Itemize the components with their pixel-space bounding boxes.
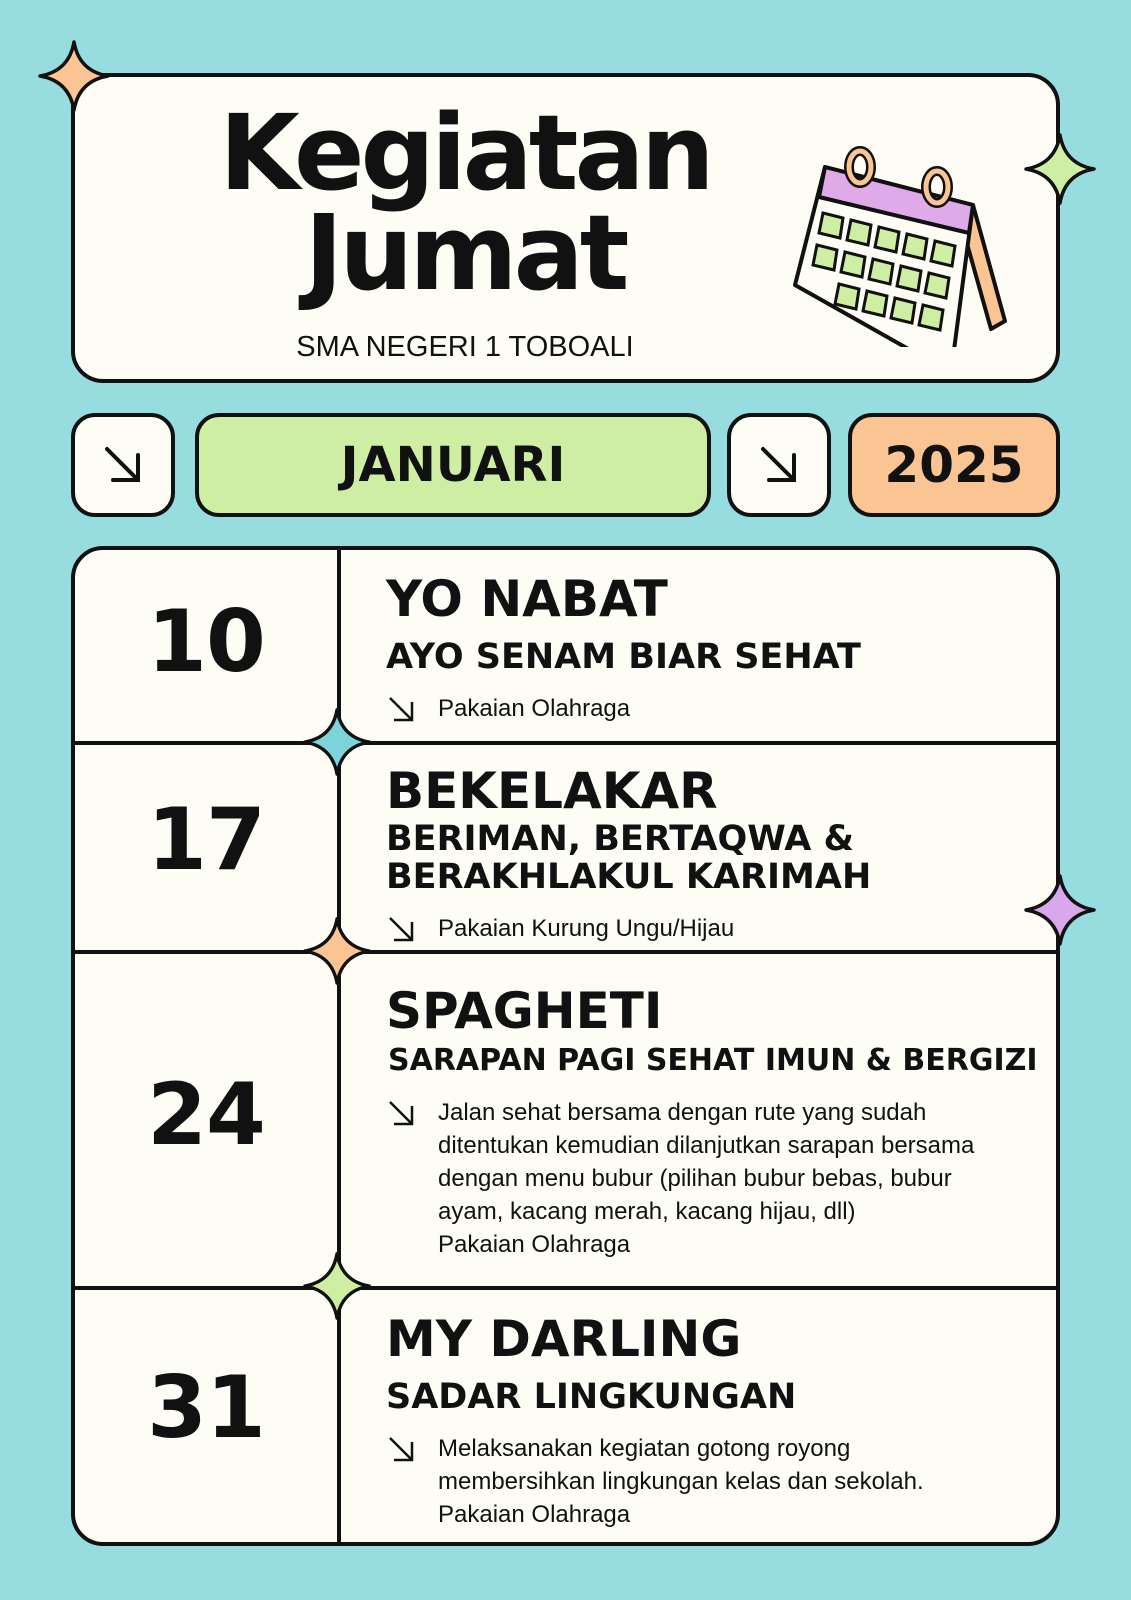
header-card [71, 73, 1060, 383]
event-subtitle: SADAR LINGKUNGAN [386, 1377, 797, 1417]
event-subtitle: BERIMAN, BERTAQWA & [386, 819, 855, 859]
event-note [386, 692, 1036, 725]
row-divider [75, 1286, 1056, 1290]
school-name: SMA NEGERI 1 TOBOALI [296, 331, 634, 363]
sparkle-icon [1022, 872, 1098, 948]
event-note [386, 1096, 1036, 1261]
event-note [386, 1432, 1036, 1531]
arrow-down-right-icon [101, 443, 145, 487]
sparkle-icon [301, 706, 373, 778]
event-title: MY DARLING [386, 1310, 742, 1368]
event-day: 10 [147, 592, 265, 692]
sparkle-icon [36, 38, 112, 114]
month-label [195, 413, 711, 517]
event-title: YO NABAT [386, 570, 668, 628]
arrow-down-right-icon [386, 914, 416, 944]
event-note-text: Pakaian Kurung Ungu/Hijau [438, 915, 735, 942]
calendar-icon [785, 107, 1025, 347]
event-day: 31 [147, 1358, 265, 1458]
event-subtitle: SARAPAN PAGI SEHAT IMUN & BERGIZI [388, 1043, 1038, 1078]
sparkle-icon [301, 915, 373, 987]
column-divider [337, 550, 341, 1542]
event-subtitle: BERAKHLAKUL KARIMAH [386, 857, 872, 897]
row-divider [75, 950, 1056, 954]
title-line-1: Kegiatan [219, 92, 711, 214]
row-divider [75, 741, 1056, 745]
arrow-down-right-icon [386, 1098, 416, 1128]
year-text: 2025 [884, 436, 1024, 494]
event-day: 24 [147, 1065, 265, 1165]
event-subtitle: AYO SENAM BIAR SEHAT [386, 637, 861, 677]
sparkle-icon [301, 1250, 373, 1322]
arrow-box-left [71, 413, 175, 517]
page-title [75, 92, 855, 314]
arrow-down-right-icon [386, 694, 416, 724]
event-day: 17 [147, 790, 265, 890]
event-note-text: Jalan sehat bersama dengan rute yang sudah ditentukan kemudian dilanjutkan sarapan bersama dengan menu bubur (pilihan bubur bebas, bubur ayam, kacang merah, kacang hijau, dll) Pakaian Olahraga [438, 1099, 975, 1258]
month-text: JANUARI [340, 437, 566, 493]
event-note [386, 912, 1036, 945]
event-note-text: Melaksanakan kegiatan gotong royong membersihkan lingkungan kelas dan sekolah. Pakaian Olahraga [438, 1435, 924, 1528]
year-label [848, 413, 1060, 517]
event-title: SPAGHETI [386, 982, 663, 1040]
title-line-2: Jumat [304, 192, 626, 314]
schedule-table [71, 546, 1060, 1546]
arrow-down-right-icon [757, 443, 801, 487]
arrow-down-right-icon [386, 1434, 416, 1464]
arrow-box-right [727, 413, 831, 517]
sparkle-icon [1022, 131, 1098, 207]
event-note-text: Pakaian Olahraga [438, 695, 631, 722]
event-title: BEKELAKAR [386, 762, 718, 820]
